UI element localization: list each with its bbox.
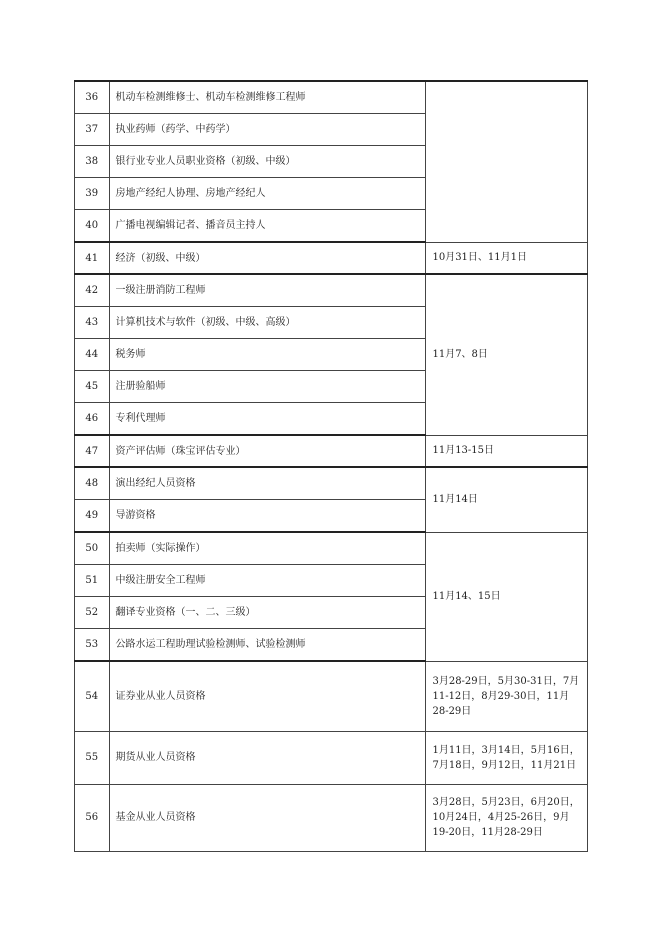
exam-name: 广播电视编辑记者、播音员主持人 (109, 209, 426, 242)
row-number: 51 (75, 564, 110, 596)
table-row (75, 532, 588, 564)
table-row (75, 274, 588, 306)
exam-name: 公路水运工程助理试验检测师、试验检测师 (109, 628, 426, 661)
exam-date (426, 81, 588, 242)
exam-date: 11月13-15日 (426, 435, 588, 467)
exam-name: 银行业专业人员职业资格（初级、中级） (109, 145, 426, 177)
exam-name: 导游资格 (109, 499, 426, 532)
exam-name: 期货从业人员资格 (109, 731, 426, 784)
table-row (75, 81, 588, 113)
exam-name: 执业药师（药学、中药学） (109, 113, 426, 145)
exam-schedule-table (74, 80, 588, 852)
table-row (75, 661, 588, 731)
table-row (75, 784, 588, 851)
exam-name: 机动车检测维修士、机动车检测维修工程师 (109, 81, 426, 113)
exam-name: 税务师 (109, 338, 426, 370)
row-number: 40 (75, 209, 110, 242)
row-number: 54 (75, 661, 110, 731)
exam-name: 房地产经纪人协理、房地产经纪人 (109, 177, 426, 209)
exam-name: 注册验船师 (109, 370, 426, 402)
row-number: 38 (75, 145, 110, 177)
row-number: 45 (75, 370, 110, 402)
row-number: 53 (75, 628, 110, 661)
row-number: 48 (75, 467, 110, 499)
row-number: 41 (75, 242, 110, 274)
table-row (75, 467, 588, 499)
exam-date: 11月14、15日 (426, 532, 588, 661)
exam-name: 证券业从业人员资格 (109, 661, 426, 731)
exam-date: 3月28-29日，5月30-31日，7月11-12日，8月29-30日，11月28-29日 (426, 661, 588, 731)
row-number: 56 (75, 784, 110, 851)
table-row (75, 242, 588, 274)
exam-name: 拍卖师（实际操作） (109, 532, 426, 564)
row-number: 46 (75, 402, 110, 435)
row-number: 55 (75, 731, 110, 784)
row-number: 37 (75, 113, 110, 145)
exam-name: 演出经纪人员资格 (109, 467, 426, 499)
row-number: 52 (75, 596, 110, 628)
exam-name: 中级注册安全工程师 (109, 564, 426, 596)
exam-date: 3月28日，5月23日，6月20日，10月24日，4月25-26日，9月19-20日，11月28-29日 (426, 784, 588, 851)
row-number: 39 (75, 177, 110, 209)
exam-name: 专利代理师 (109, 402, 426, 435)
row-number: 36 (75, 81, 110, 113)
row-number: 44 (75, 338, 110, 370)
row-number: 42 (75, 274, 110, 306)
exam-date: 11月14日 (426, 467, 588, 532)
row-number: 47 (75, 435, 110, 467)
exam-name: 一级注册消防工程师 (109, 274, 426, 306)
exam-date: 10月31日、11月1日 (426, 242, 588, 274)
exam-name: 计算机技术与软件（初级、中级、高级） (109, 306, 426, 338)
exam-name: 经济（初级、中级） (109, 242, 426, 274)
exam-name: 翻译专业资格（一、二、三级） (109, 596, 426, 628)
exam-date: 11月7、8日 (426, 274, 588, 435)
row-number: 43 (75, 306, 110, 338)
exam-name: 基金从业人员资格 (109, 784, 426, 851)
row-number: 50 (75, 532, 110, 564)
table-row (75, 731, 588, 784)
table-row (75, 435, 588, 467)
row-number: 49 (75, 499, 110, 532)
exam-name: 资产评估师（珠宝评估专业） (109, 435, 426, 467)
exam-date: 1月11日，3月14日，5月16日，7月18日，9月12日，11月21日 (426, 731, 588, 784)
